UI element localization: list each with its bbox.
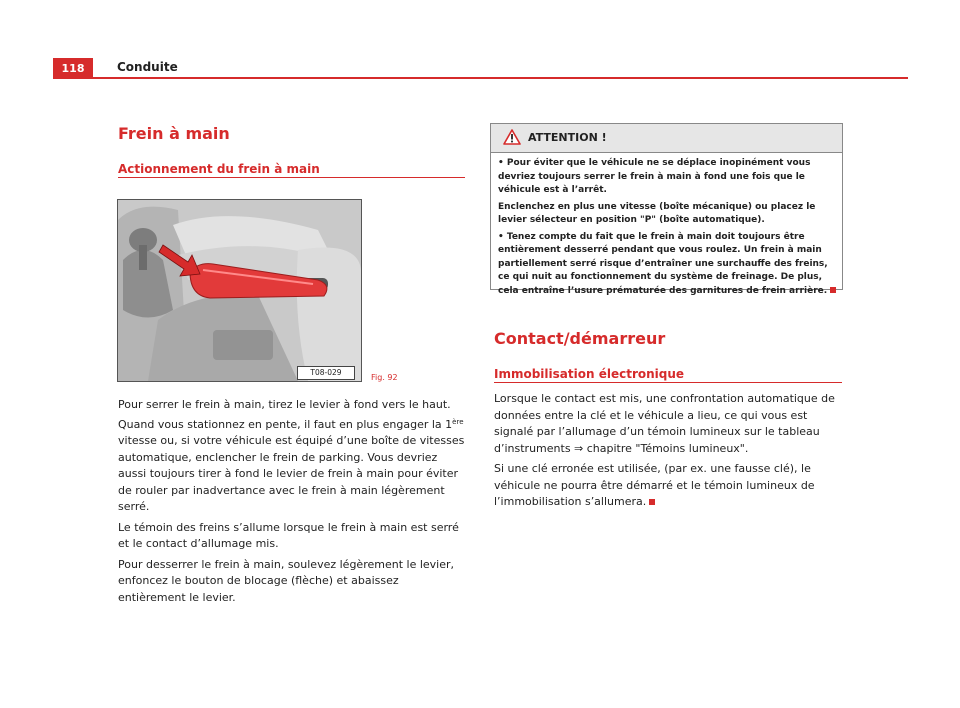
figure-code: T08-029 [297,366,355,380]
superscript: ère [452,417,464,426]
end-marker-icon [830,287,836,293]
warning-item [498,231,838,299]
warning-body [498,157,838,301]
figure-caption: Fig. 92 [371,373,398,382]
warning-item: Enclenchez en plus une vitesse (boîte mécanique) ou placez le levier sélecteur en position "P" (boîte automatique). [498,201,816,225]
header-rule [53,77,908,79]
paragraph: Le témoin des freins s’allume lorsque le frein à main est serré et le contact d’allumage mis. [118,520,459,550]
subsection-title: Actionnement du frein à main [118,162,320,176]
subsection-rule [118,177,465,178]
warning-header [491,124,842,153]
warning-triangle-icon [503,129,521,149]
section-title: Contact/démarreur [494,329,666,348]
paragraph [494,461,844,511]
paragraph: Lorsque le contact est mis, une confrontation automatique de données entre la clé et le véhicule a lieu, ce qui vous est signalé par l’allumage d’un témoin lumineux sur le tableau d’instruments ⇒ chapitre "Témoins lumineux". [494,392,835,455]
warning-title: ATTENTION ! [528,131,607,144]
paragraph-text: vitesse ou, si votre véhicule est équipé d’une boîte de vitesses automatique, enclencher le frein de parking. Vous devriez aussi toujours tirer à fond le levier de frein à main pour éviter de rouler par inadvertance avec le frein à main légèrement serré. [118,434,465,513]
warning-item-text: • Tenez compte du fait que le frein à main doit toujours être entièrement desserré pendant que vous roulez. Un frein à main partiellement serré risque d’entraîner une surchauffe des freins, ce qui nuit au fonctionnement du système de freinage. De plus, cela entraîne l’usure prématurée des garnitures de frein arrière. [498,231,828,296]
paragraph-text: Pour serrer le frein à main, tirez le levier à fond vers le haut. Quand vous stationnez en pente, il faut en plus engager la 1 [118,398,453,431]
immobilizer-text [494,391,844,515]
paragraph [118,397,468,516]
handbrake-illustration [118,200,361,381]
warning-box [490,123,843,296]
subsection-rule [494,382,842,383]
paragraph: Pour desserrer le frein à main, soulevez légèrement le levier, enfoncez le bouton de blocage (flèche) et abaissez entièrement le levier. [118,557,455,604]
paragraph-text: Si une clé erronée est utilisée, (par ex. une fausse clé), le véhicule ne pourra être démarré et le témoin lumineux de l’immobilisation s’allumera. [494,462,815,508]
end-marker-icon [649,499,655,505]
page-number: 118 [53,58,93,78]
running-title: Conduite [117,60,178,74]
handbrake-figure [117,199,362,382]
subsection-title: Immobilisation électronique [494,367,685,381]
handbrake-text [118,397,468,610]
section-title: Frein à main [118,124,230,143]
warning-item: • Pour éviter que le véhicule ne se déplace inopinément vous devriez toujours serrer le frein à main à fond une fois que le véhicule est à l’arrêt. [498,158,811,195]
